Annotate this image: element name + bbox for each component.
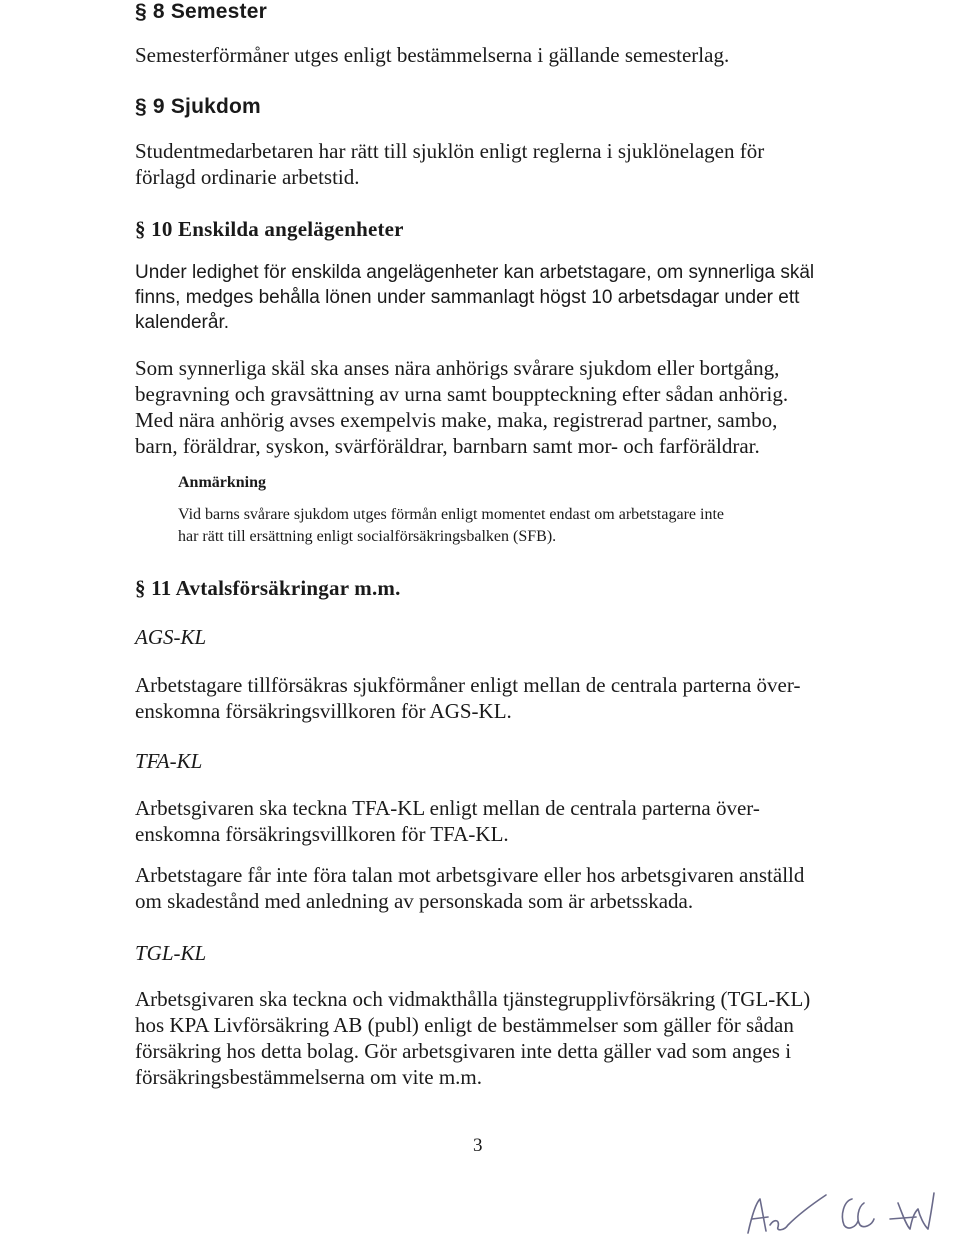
text-line: försäkringsbestämmelserna om vite m.m. — [135, 1065, 483, 1089]
text-line: finns, medges behålla lönen under sammanlagt högst 10 arbetsdagar under ett — [135, 287, 800, 308]
text-line: hos KPA Livförsäkring AB (publ) enligt de bestämmelser som gäller för sådan — [135, 1013, 794, 1037]
handwritten-initials — [740, 1185, 940, 1240]
subheading-ags-kl: AGS-KL — [135, 625, 207, 649]
note-body — [178, 504, 838, 548]
text-line: barn, föräldrar, syskon, svärföräldrar, barnbarn samt mor- och farföräldrar. — [135, 434, 760, 458]
text-line: förlagd ordinarie arbetstid. — [135, 165, 360, 189]
text-line: Vid barns svårare sjukdom utges förmån enligt momentet endast om arbetstagare inte — [178, 506, 724, 523]
text-line: Studentmedarbetaren har rätt till sjuklön enligt reglerna i sjuklönelagen för — [135, 139, 765, 163]
page-number: 3 — [473, 1135, 483, 1156]
text-line: enskomna försäkringsvillkoren för TFA-KL. — [135, 822, 509, 846]
text-line: Semesterförmåner utges enligt bestämmelserna i gällande semesterlag. — [135, 43, 730, 67]
text-line: kalenderår. — [135, 312, 230, 333]
ags-kl-body — [135, 672, 835, 724]
tgl-kl-body — [135, 986, 835, 1090]
section-8-body — [135, 42, 835, 68]
subheading-tgl-kl: TGL-KL — [135, 941, 207, 965]
text-line: Med nära anhörig avses exempelvis make, maka, registrerad partner, sambo, — [135, 408, 778, 432]
section-9-heading: § 9 Sjukdom — [135, 95, 261, 118]
section-8-heading: § 8 Semester — [135, 0, 267, 23]
note-title: Anmärkning — [178, 474, 267, 491]
subheading-tfa-kl: TFA-KL — [135, 749, 203, 773]
tfa-kl-body-1 — [135, 795, 835, 847]
tfa-kl-body-2 — [135, 862, 835, 914]
text-line: om skadestånd med anledning av personskada som är arbetsskada. — [135, 889, 694, 913]
section-9-body — [135, 138, 835, 190]
text-line: Som synnerliga skäl ska anses nära anhörigs svårare sjukdom eller bortgång, — [135, 356, 780, 380]
text-line: begravning och gravsättning av urna samt bouppteckning efter sådan anhörig. — [135, 382, 789, 406]
section-11-heading: § 11 Avtalsförsäkringar m.m. — [135, 576, 401, 600]
section-10-paragraph-1 — [135, 260, 835, 335]
text-line: Arbetsgivaren ska teckna och vidmakthålla tjänstegrupplivförsäkring (TGL-KL) — [135, 987, 811, 1011]
text-line: försäkring hos detta bolag. Gör arbetsgivaren inte detta gäller vad som anges i — [135, 1039, 792, 1063]
text-line: har rätt till ersättning enligt socialförsäkringsbalken (SFB). — [178, 528, 557, 545]
text-line: Under ledighet för enskilda angelägenheter kan arbetstagare, om synnerliga skäl — [135, 262, 815, 283]
section-10-heading: § 10 Enskilda angelägenheter — [135, 217, 404, 241]
section-10-paragraph-2 — [135, 355, 835, 459]
text-line: enskomna försäkringsvillkoren för AGS-KL. — [135, 699, 512, 723]
text-line: Arbetstagare tillförsäkras sjukförmåner enligt mellan de centrala parterna över- — [135, 673, 801, 697]
text-line: Arbetsgivaren ska teckna TFA-KL enligt mellan de centrala parterna över- — [135, 796, 760, 820]
text-line: Arbetstagare får inte föra talan mot arbetsgivare eller hos arbetsgivaren anställd — [135, 863, 805, 887]
